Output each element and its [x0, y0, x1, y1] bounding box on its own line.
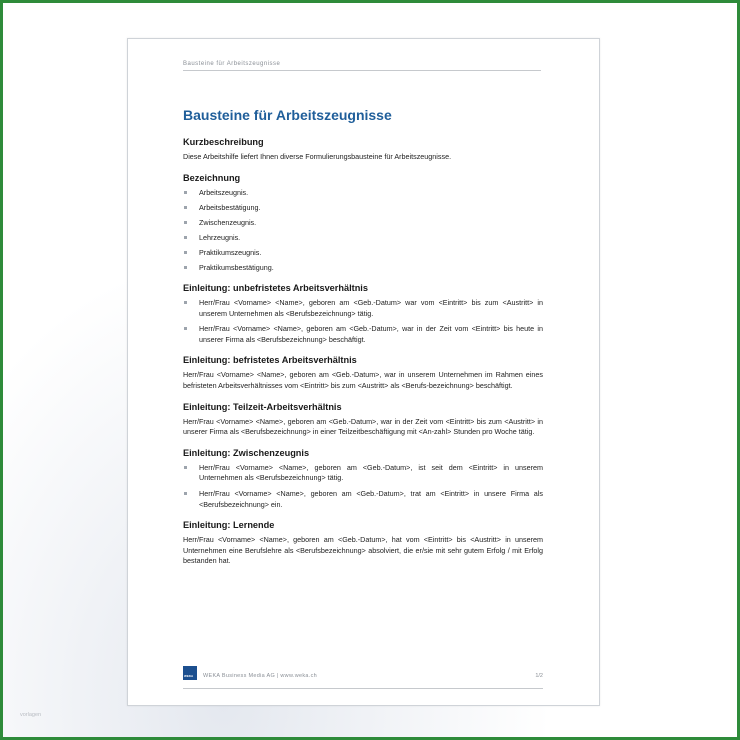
section-heading-befristet: Einleitung: befristetes Arbeitsverhältnis [183, 355, 357, 366]
section-text-teilzeit: Herr/Frau <Vorname> <Name>, geboren am <Geb.-Datum>, war in der Zeit vom <Eintritt> bis zum <Austritt> in unserer Firma als <Berufsbezeichnung> in einer Teilzeitbeschäftigung mit <An-zahl> Stunden pro Woche tätig. [183, 416, 543, 437]
section-heading-zwischenzeugnis: Einleitung: Zwischenzeugnis [183, 447, 310, 458]
bullet-icon [184, 301, 187, 304]
footer-publisher: WEKA Business Media AG | www.weka.ch [203, 673, 318, 679]
list-item: Zwischenzeugnis. [183, 218, 543, 229]
bullet-icon [184, 221, 187, 224]
section-heading-lernende: Einleitung: Lernende [183, 520, 275, 531]
list-item: Praktikumsbestätigung. [183, 263, 543, 274]
bullet-icon [184, 191, 187, 194]
list-item: Herr/Frau <Vorname> <Name>, geboren am <Geb.-Datum> war vom <Eintritt> bis zum <Austritt> in unserem Unternehmen als <Berufsbezeichnung> tätig. [183, 298, 543, 319]
list-item: Lehrzeugnis. [183, 233, 543, 244]
section-heading-kurzbeschreibung: Kurzbeschreibung [183, 137, 264, 147]
bullet-icon [184, 206, 187, 209]
section-heading-teilzeit: Einleitung: Teilzeit-Arbeitsverhältnis [183, 401, 342, 412]
document-page [127, 38, 600, 706]
bullet-icon [184, 492, 187, 495]
section-heading-bezeichnung: Bezeichnung [183, 172, 241, 183]
page-footer [183, 666, 543, 689]
section-text-lernende: Herr/Frau <Vorname> <Name>, geboren am <Geb.-Datum>, hat vom <Eintritt> bis <Austritt> in unserem Unternehmen eine Berufslehre als <Berufsbezeichnung> absolviert, die er/sie mit sehr gutem Erfolg / mit Erfolg bestanden hat. [183, 535, 543, 566]
section-text-kurzbeschreibung: Diese Arbeitshilfe liefert Ihnen diverse Formulierungsbausteine für Arbeitszeugnisse. [183, 152, 452, 161]
running-header: Bausteine für Arbeitszeugnisse [183, 61, 541, 71]
bullet-icon [184, 466, 187, 469]
watermark-text: vorlagen [20, 712, 42, 718]
document-title: Bausteine für Arbeitszeugnisse [183, 107, 392, 123]
section-text-befristet: Herr/Frau <Vorname> <Name>, geboren am <Geb.-Datum>, war in unserem Unternehmen im Rahmen eines befristeten Arbeitsverhältnisses vom <Eintritt> bis zum <Austritt> als <Berufs-bezeichnung> beschäftigt. [183, 370, 543, 391]
page-number: 1/2 [535, 673, 543, 679]
bezeichnung-list [183, 188, 543, 274]
zwischenzeugnis-list [183, 463, 543, 510]
list-item: Herr/Frau <Vorname> <Name>, geboren am <Geb.-Datum>, ist seit dem <Eintritt> in unserem Unternehmen als <Berufsbezeichnung> tätig. [183, 463, 543, 484]
bullet-icon [184, 236, 187, 239]
list-item: Herr/Frau <Vorname> <Name>, geboren am <Geb.-Datum>, war in der Zeit vom <Eintritt> bis heute in unserer Firma als <Berufsbezeichnung> beschäftigt. [183, 324, 543, 345]
document-content [183, 107, 543, 577]
list-item: Arbeitszeugnis. [183, 188, 543, 199]
bullet-icon [184, 251, 187, 254]
section-heading-unbefristet: Einleitung: unbefristetes Arbeitsverhältnis [183, 283, 368, 294]
list-item: Praktikumszeugnis. [183, 248, 543, 259]
weka-logo-icon: WEKA [183, 666, 197, 680]
list-item: Herr/Frau <Vorname> <Name>, geboren am <Geb.-Datum>, trat am <Eintritt> in unsere Firma als <Berufsbezeichnung> ein. [183, 489, 543, 510]
list-item: Arbeitsbestätigung. [183, 203, 543, 214]
bullet-icon [184, 266, 187, 269]
unbefristet-list [183, 298, 543, 345]
bullet-icon [184, 327, 187, 330]
